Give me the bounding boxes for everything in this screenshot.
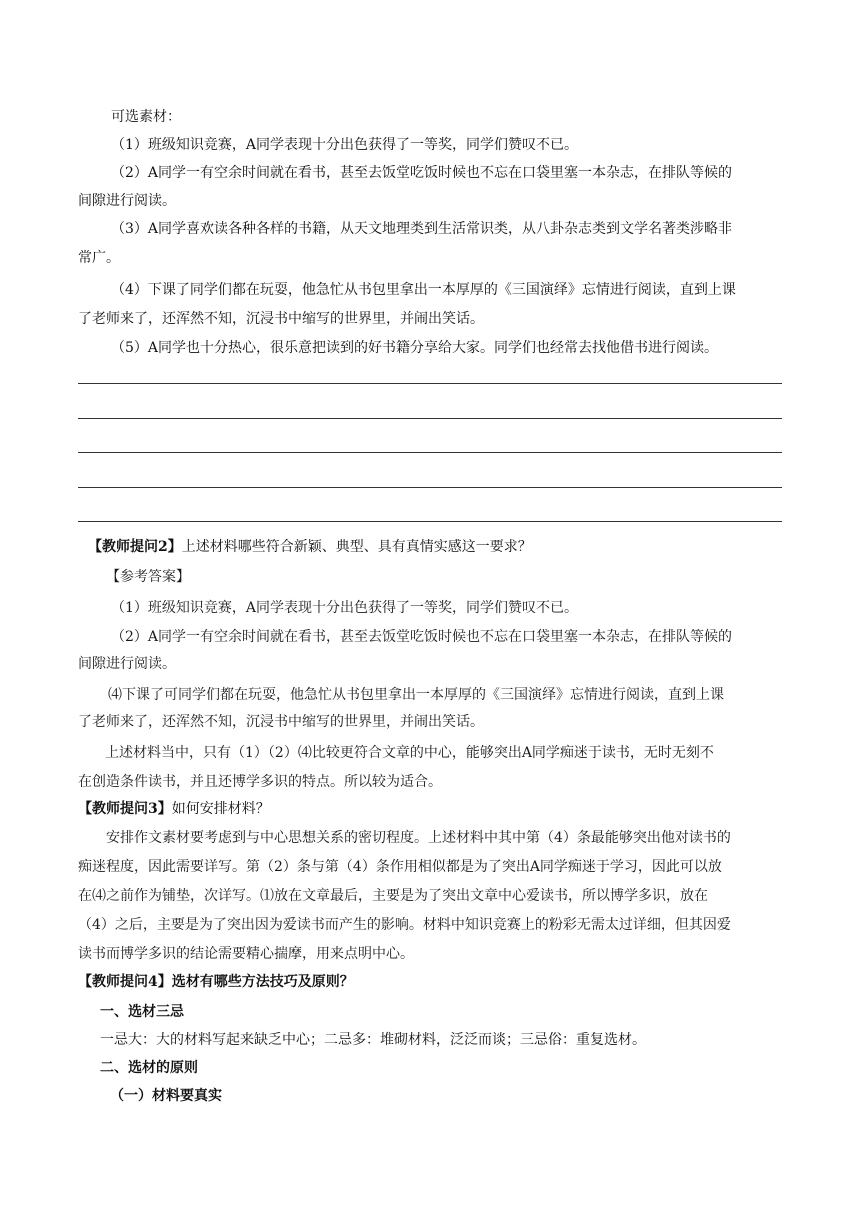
materials-intro: 可选素材： [111, 109, 181, 125]
answer-line-2-cont: 间隙进行阅读。 [78, 656, 176, 672]
arrangement-line-3: 在⑷之前作为铺垫，次详写。⑴放在文章最后，主要是为了突出文章中心爱读书，所以博学多识，放在 [78, 888, 708, 904]
question-text: 选材有哪些方法技巧及原则？ [171, 974, 354, 990]
arrangement-line-4: （4）之后，主要是为了突出因为爱读书而产生的影响。材料中知识竞赛上的粉彩无需太过详细，但其因爱 [78, 917, 731, 933]
material-item-3-cont: 常广。 [78, 250, 120, 266]
section-heading-1: 一、选材三忌 [100, 1004, 184, 1020]
answer-line-1: （1）班级知识竞赛，A同学表现十分出色获得了一等奖，同学们赞叹不已。 [111, 600, 579, 616]
answer-blank-line [78, 521, 782, 522]
teacher-question-3 [78, 799, 270, 819]
material-item-5: （5）A同学也十分热心，很乐意把读到的好书籍分享给大家。同学们也经常去找他借书进行阅读。 [111, 340, 719, 356]
answer-label: 【参考答案】 [106, 569, 190, 585]
question-text: 上述材料哪些符合新颖、典型、具有真情实感这一要求？ [181, 539, 532, 555]
answer-blank-line [78, 418, 782, 419]
section-1-text: 一忌大：大的材料写起来缺乏中心；二忌多：堆砌材料，泛泛而谈；三忌俗：重复选材。 [100, 1032, 646, 1048]
question-label: 【教师提问4】 [78, 974, 172, 990]
teacher-question-2 [88, 537, 532, 557]
subsection-heading-1: （一）材料要真实 [110, 1088, 222, 1104]
arrangement-line-5: 读书而博学多识的结论需要精心揣摩，用来点明中心。 [78, 946, 414, 962]
arrangement-line-1: 安排作文素材要考虑到与中心思想关系的密切程度。上述材料中其中第（4）条最能够突出他对读书的 [106, 830, 731, 846]
material-item-3: （3）A同学喜欢读各种各样的书籍，从天文地理类到生活常识类，从八卦杂志类到文学名著类涉略非 [111, 221, 733, 237]
material-item-4: （4）下课了同学们都在玩耍，他急忙从书包里拿出一本厚厚的《三国演绎》忘情进行阅读，直到上课 [111, 282, 736, 298]
answer-blank-line [78, 383, 782, 384]
answer-line-2: （2）A同学一有空余时间就在看书，甚至去饭堂吃饭时候也不忘在口袋里塞一本杂志，在排队等候的 [111, 629, 733, 645]
section-heading-2: 二、选材的原则 [100, 1060, 198, 1076]
material-item-2: （2）A同学一有空余时间就在看书，甚至去饭堂吃饭时候也不忘在口袋里塞一本杂志，在排队等候的 [111, 165, 733, 181]
material-item-1: （1）班级知识竞赛，A同学表现十分出色获得了一等奖，同学们赞叹不已。 [111, 137, 579, 153]
answer-line-4: ⑷下课了可同学们都在玩耍，他急忙从书包里拿出一本厚厚的《三国演绎》忘情进行阅读，直到上课 [108, 687, 724, 703]
teacher-question-4 [78, 972, 354, 992]
answer-blank-line [78, 452, 782, 453]
arrangement-line-2: 痴迷程度，因此需要详写。第（2）条与第（4）条作用相似都是为了突出A同学痴迷于学习，因此可以放 [78, 859, 722, 875]
answer-summary: 上述材料当中，只有（1）（2）⑷比较更符合文章的中心，能够突出A同学痴迷于读书，无时无刻不 [105, 745, 714, 761]
material-item-2-cont: 间隙进行阅读。 [78, 193, 176, 209]
question-label: 【教师提问2】 [88, 539, 182, 555]
answer-summary-cont: 在创造条件读书，并且还博学多识的特点。所以较为适合。 [78, 774, 442, 790]
material-item-4-cont: 了老师来了，还浑然不知，沉浸书中缩写的世界里，并闹出笑话。 [78, 311, 484, 327]
question-label: 【教师提问3】 [78, 801, 172, 817]
question-text: 如何安排材料？ [171, 801, 270, 817]
answer-line-4-cont: 了老师来了，还浑然不知，沉浸书中缩写的世界里，并闹出笑话。 [78, 714, 484, 730]
answer-blank-line [78, 487, 782, 488]
